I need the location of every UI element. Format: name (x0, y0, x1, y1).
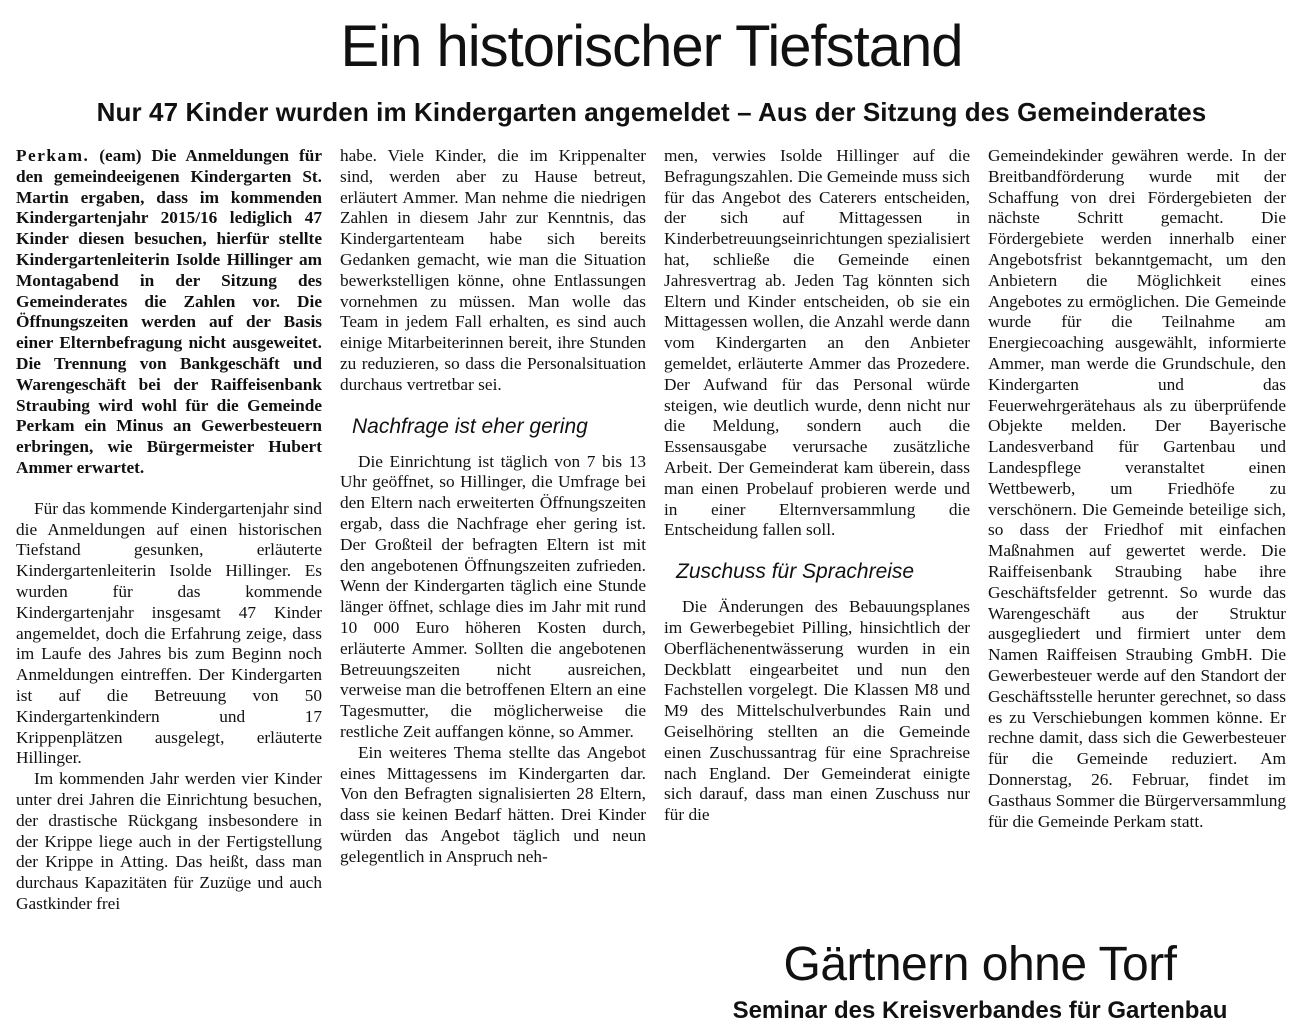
body-paragraph: Im kommenden Jahr werden vier Kinder unter drei Jahren die Einrichtung besuchen, der drastische Rückgang insbesondere in der Krippe liege auch in der Fertigstellung der Krippe in Atting. Das heißt, dass man durchaus Kapazitäten für Zuzüge und auch Gastkinder frei (16, 769, 322, 913)
dateline: Perkam. (16, 146, 90, 165)
article-column-1 (16, 146, 322, 1011)
crosshead-zuschuss: Zuschuss für Sprachreise (676, 560, 915, 584)
second-article-headline: Gärtnern ohne Torf (783, 938, 1177, 991)
second-article-subheadline: Seminar des Kreisverbandes für Gartenbau (732, 997, 1228, 1024)
article-headline: Ein historischer Tiefstand (340, 14, 963, 79)
body-paragraph: habe. Viele Kinder, die im Krippenalter sind, werden aber zu Hause betreut, erläutert Ammer. Man nehme die niedrigen Zahlen in diesem Jahr zur Kenntnis, das Kindergartenteam habe sich bereits Gedanken gemacht, wie man die Situation bewerkstelligen könne, ohne Entlassungen vornehmen zu müssen. Man wolle das Team in jedem Fall erhalten, es sind auch einige Mitarbeiterinnen bereit, ihre Stunden zu reduzieren, so dass die Personalsituation durchaus vertretbar sei. (340, 146, 646, 394)
article-subheadline: Nur 47 Kinder wurden im Kindergarten angemeldet – Aus der Sitzung des Gemeinderates (96, 97, 1207, 127)
lead-paragraph (16, 146, 322, 479)
crosshead-nachfrage: Nachfrage ist eher gering (352, 414, 588, 438)
article-column-4 (988, 146, 1286, 906)
body-paragraph: Ein weiteres Thema stellte das Angebot eines Mittagessens im Kindergarten dar. Von den Befragten signalisierten 28 Eltern, dass sie keinen Bedarf hätten. Drei Kinder würden das Angebot täglich und neun gelegentlich in Anspruch neh- (340, 742, 646, 866)
body-paragraph: Die Einrichtung ist täglich von 7 bis 13 Uhr geöffnet, so Hillinger, die Umfrage bei den Eltern nach erweiterten Öffnungszeiten ergab, dass die Nachfrage eher gering ist. Der Großteil der befragten Eltern ist mit den angebotenen Öffnungszeiten zufrieden. Wenn der Kindergarten täglich eine Stunde länger öffnet, schlage dies im Jahr mit rund 10 000 Euro höheren Kosten durch, erläuterte Ammer. Sollten die angebotenen Betreuungszeiten nicht ausreichen, verweise man die betroffenen Eltern an eine Tagesmutter, die möglicherweise die restliche Zeit auffangen könne, so Ammer. (340, 451, 646, 741)
body-paragraph: men, verwies Isolde Hillinger auf die Befragungszahlen. Die Gemeinde muss sich für das Angebot des Caterers entscheiden, der sich auf Mittagessen in Kinderbetreuungseinrichtungen spezialisiert hat, schließe die Gemeinde einen Jahresvertrag ab. Jeden Tag könnten sich Eltern und Kinder entscheiden, ob sie ein Mittagessen wollen, die Anzahl werde dann vom Kindergarten an den Anbieter gemeldet, erläuterte Ammer das Prozedere. Der Aufwand für das Personal würde steigen, wie deutlich wurde, denn nicht nur die Meldung, sondern auch die Essensausgabe verursache zusätzliche Arbeit. Der Gemeinderat kam überein, dass man einen Probelauf probieren werde und in einer Elternversammlung die Entscheidung fallen soll. (664, 146, 970, 540)
article-column-2 (340, 146, 646, 1011)
body-paragraph: Gemeindekinder gewähren werde. In der Breitbandförderung wurde mit der Schaffung von drei Fördergebieten der nächste Schritt gemacht. Die Fördergebiete werden innerhalb einer Angebotsfrist bekanntgemacht, um den Anbietern die Möglichkeit eines Angebotes zu ermöglichen. Die Gemeinde wurde für die Teilnahme am Energiecoaching ausgewählt, informierte Ammer, man werde die Grundschule, den Kindergarten und das Feuerwehrgerätehaus als zu überprüfende Objekte melden. Der Bayerische Landesverband für Gartenbau und Landespflege veranstaltet einen Wettbewerb, um Friedhöfe zu verschönern. Die Gemeinde beteilige sich, so dass der Friedhof mit einfachen Maßnahmen auf gewertet werde. Die Raiffeisenbank Straubing habe ihre Geschäftsfelder getrennt. So wurde das Warengeschäft aus der Struktur ausgegliedert und firmiert unter dem Namen Raiffeisen Straubing GmbH. Die Gewerbesteuer werde auf den Standort der Geschäftsstelle herunter gerechnet, so dass es zu Verschiebungen kommen könne. Er rechne damit, dass sich die Gewerbesteuer für die Gemeinde reduziert. Am Donnerstag, 26. Februar, findet im Gasthaus Sommer die Bürgerversammlung für die Gemeinde Perkam statt. (988, 146, 1286, 831)
lead-text: (eam) Die Anmeldungen für den gemeindeeigenen Kindergarten St. Martin ergaben, dass im kommenden Kindergartenjahr 2015/16 lediglich 47 Kinder diesen besuchen, hierfür stellte Kindergartenleiterin Isolde Hillinger am Montagabend in der Sitzung des Gemeinderates die Zahlen vor. Die Öffnungszeiten werden auf der Basis einer Elternbefragung nicht ausgeweitet. Die Trennung von Bankgeschäft und Warengeschäft bei der Raiffeisenbank Straubing wird wohl für die Gemeinde Perkam ein Minus an Gewerbesteuern erbringen, wie Bürgermeister Hubert Ammer erwartet. (16, 146, 322, 477)
article-column-3 (664, 146, 970, 1011)
body-paragraph: Für das kommende Kindergartenjahr sind die Anmeldungen auf einen historischen Tiefstand gesunken, erläuterte Kindergartenleiterin Isolde Hillinger. Es wurden für das kommende Kindergartenjahr insgesamt 47 Kinder angemeldet, doch die Erfahrung zeige, dass im Laufe des Jahres bis zum Beginn noch Anmeldungen eintreffen. Der Kindergarten ist auf die Betreuung von 50 Kindergartenkindern und 17 Krippenplätzen ausgelegt, erläuterte Hillinger. (16, 498, 322, 768)
body-paragraph: Die Änderungen des Bebauungsplanes im Gewerbegebiet Pilling, hinsichtlich der Oberflächenentwässerung wurden in ein Deckblatt eingearbeitet und nun den Fachstellen vorgelegt. Die Klassen M8 und M9 des Mittelschulverbundes Rain und Geiselhöring stellten an die Gemeinde einen Zuschussantrag für eine Sprachreise nach England. Der Gemeinderat einigte sich darauf, dass man einen Zuschuss nur für die (664, 597, 970, 825)
